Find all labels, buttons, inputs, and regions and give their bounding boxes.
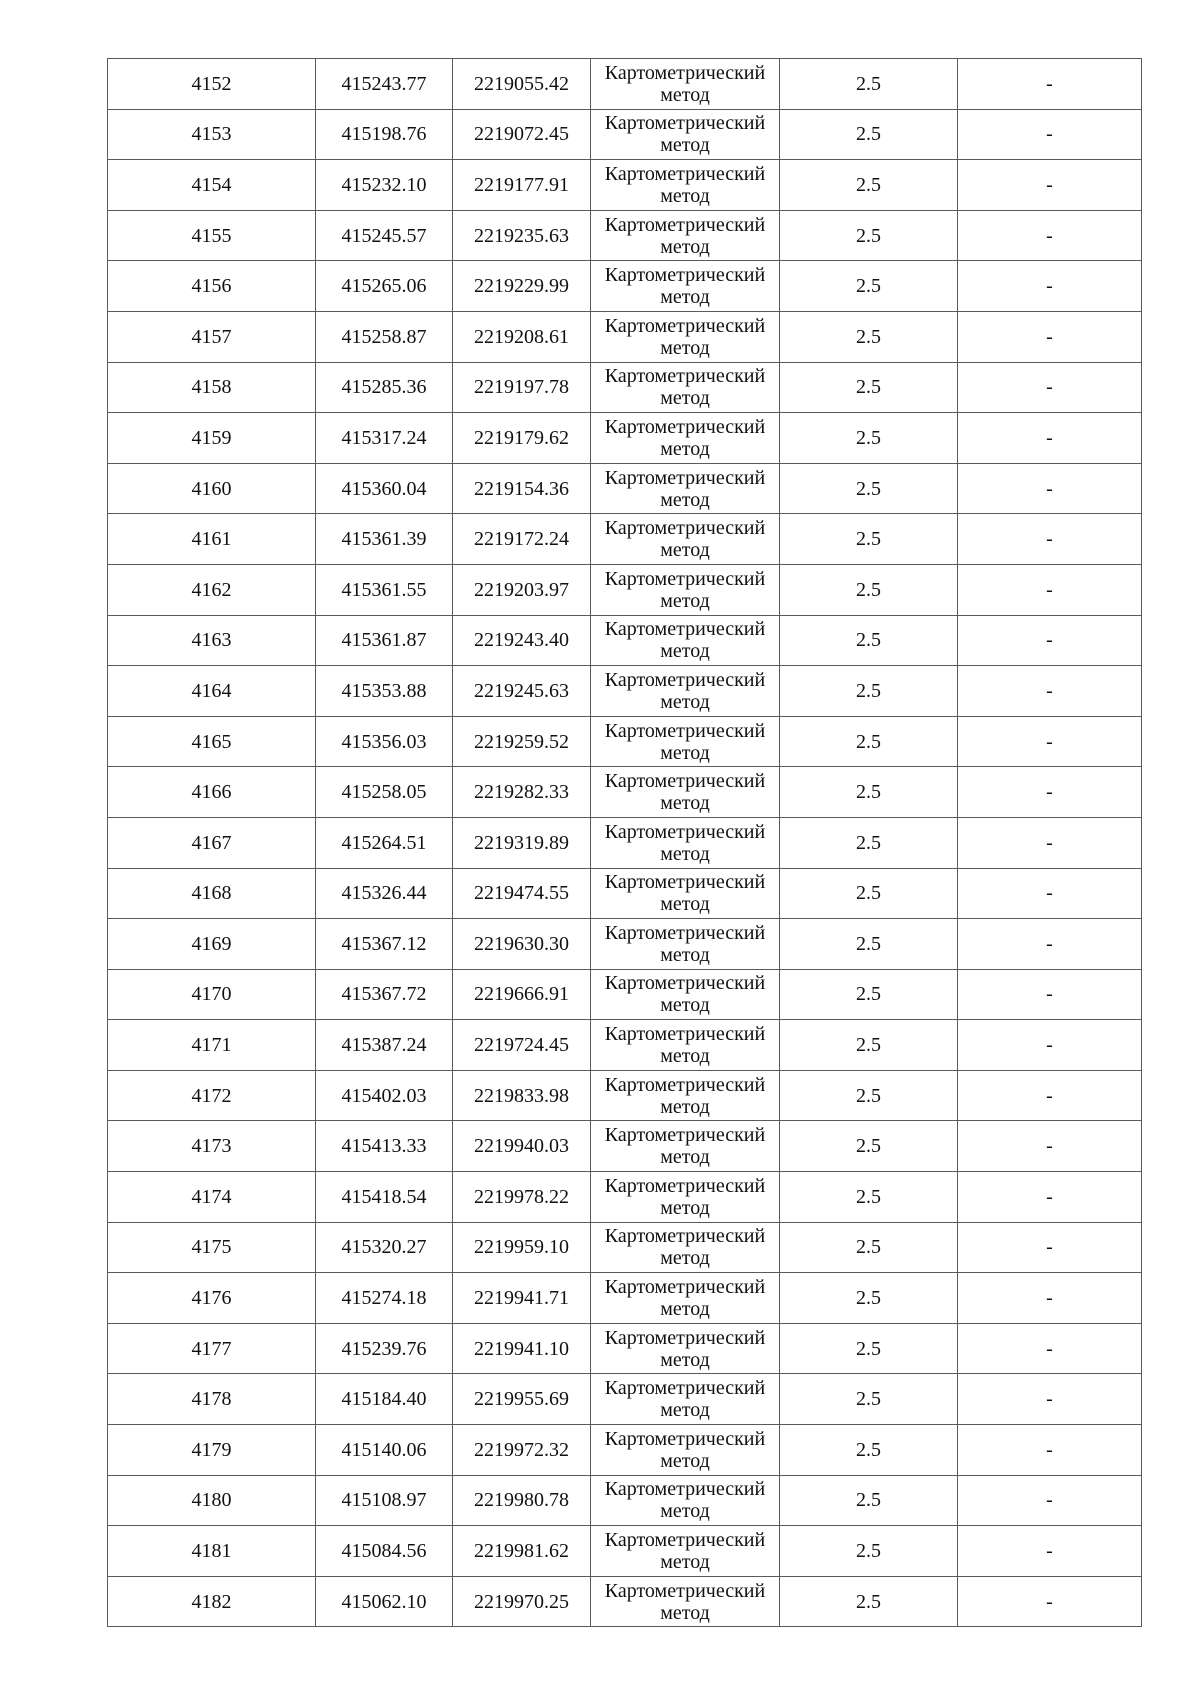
method-line-2: метод [660,741,710,764]
y-coordinate-cell: 2219243.40 [453,615,591,666]
method-cell [591,817,780,868]
point-number-cell: 4169 [108,919,316,970]
x-coordinate-cell: 415361.87 [316,615,453,666]
accuracy-cell: 2.5 [780,362,958,413]
table-row [108,362,1142,413]
table-row [108,514,1142,565]
method-cell [591,362,780,413]
note-cell: - [958,463,1142,514]
note-cell: - [958,1020,1142,1071]
accuracy-cell: 2.5 [780,1526,958,1577]
x-coordinate-cell: 415418.54 [316,1172,453,1223]
point-number-cell: 4161 [108,514,316,565]
method-line-1: Картометрический [604,61,766,84]
note-cell: - [958,1222,1142,1273]
point-number-cell: 4155 [108,210,316,261]
method-line-2: метод [660,589,710,612]
point-number-cell: 4152 [108,59,316,110]
point-number-cell: 4160 [108,463,316,514]
x-coordinate-cell: 415258.87 [316,311,453,362]
point-number-cell: 4168 [108,868,316,919]
point-number-cell: 4167 [108,817,316,868]
table-row [108,767,1142,818]
x-coordinate-cell: 415239.76 [316,1323,453,1374]
table-row [108,1475,1142,1526]
note-cell: - [958,969,1142,1020]
note-cell: - [958,716,1142,767]
table-row [108,1576,1142,1627]
y-coordinate-cell: 2219630.30 [453,919,591,970]
method-cell [591,868,780,919]
note-cell: - [958,109,1142,160]
method-line-1: Картометрический [604,1427,766,1450]
x-coordinate-cell: 415367.72 [316,969,453,1020]
method-cell [591,463,780,514]
method-line-1: Картометрический [604,162,766,185]
table-row [108,463,1142,514]
method-line-1: Картометрический [604,112,766,135]
method-cell [591,1374,780,1425]
method-cell [591,1475,780,1526]
method-line-2: метод [660,1449,710,1472]
accuracy-cell: 2.5 [780,1475,958,1526]
method-line-2: метод [660,235,710,258]
point-number-cell: 4181 [108,1526,316,1577]
method-line-1: Картометрический [604,820,766,843]
method-line-2: метод [660,488,710,511]
y-coordinate-cell: 2219970.25 [453,1576,591,1627]
point-number-cell: 4154 [108,160,316,211]
accuracy-cell: 2.5 [780,1222,958,1273]
accuracy-cell: 2.5 [780,767,958,818]
method-line-1: Картометрический [604,719,766,742]
note-cell: - [958,1070,1142,1121]
point-number-cell: 4166 [108,767,316,818]
method-line-2: метод [660,184,710,207]
method-cell [591,1020,780,1071]
method-line-2: метод [660,437,710,460]
method-line-2: метод [660,1399,710,1422]
y-coordinate-cell: 2219959.10 [453,1222,591,1273]
x-coordinate-cell: 415285.36 [316,362,453,413]
note-cell: - [958,1526,1142,1577]
y-coordinate-cell: 2219941.10 [453,1323,591,1374]
note-cell: - [958,210,1142,261]
x-coordinate-cell: 415140.06 [316,1425,453,1476]
table-row [108,109,1142,160]
x-coordinate-cell: 415360.04 [316,463,453,514]
method-cell [591,1273,780,1324]
method-cell [591,1323,780,1374]
accuracy-cell: 2.5 [780,514,958,565]
note-cell: - [958,59,1142,110]
note-cell: - [958,1172,1142,1223]
method-line-1: Картометрический [604,314,766,337]
method-line-2: метод [660,1601,710,1624]
method-cell [591,311,780,362]
method-line-2: метод [660,893,710,916]
method-line-1: Картометрический [604,1529,766,1552]
table-row [108,311,1142,362]
method-line-2: метод [660,83,710,106]
method-cell [591,1172,780,1223]
method-line-1: Картометрический [604,415,766,438]
method-line-2: метод [660,842,710,865]
method-line-1: Картометрический [604,1174,766,1197]
note-cell: - [958,1273,1142,1324]
method-cell [591,59,780,110]
table-row [108,615,1142,666]
table-row [108,1020,1142,1071]
method-cell [591,1526,780,1577]
point-number-cell: 4179 [108,1425,316,1476]
accuracy-cell: 2.5 [780,666,958,717]
method-line-1: Картометрический [604,567,766,590]
method-cell [591,564,780,615]
note-cell: - [958,1425,1142,1476]
method-line-2: метод [660,943,710,966]
method-cell [591,413,780,464]
note-cell: - [958,1576,1142,1627]
note-cell: - [958,1374,1142,1425]
y-coordinate-cell: 2219282.33 [453,767,591,818]
x-coordinate-cell: 415232.10 [316,160,453,211]
y-coordinate-cell: 2219940.03 [453,1121,591,1172]
method-line-1: Картометрический [604,921,766,944]
method-line-1: Картометрический [604,972,766,995]
method-line-2: метод [660,387,710,410]
method-line-1: Картометрический [604,1276,766,1299]
method-line-1: Картометрический [604,213,766,236]
y-coordinate-cell: 2219666.91 [453,969,591,1020]
method-line-2: метод [660,1045,710,1068]
note-cell: - [958,919,1142,970]
method-line-1: Картометрический [604,466,766,489]
accuracy-cell: 2.5 [780,311,958,362]
method-cell [591,666,780,717]
method-line-1: Картометрический [604,1579,766,1602]
x-coordinate-cell: 415184.40 [316,1374,453,1425]
method-line-2: метод [660,1551,710,1574]
note-cell: - [958,261,1142,312]
y-coordinate-cell: 2219833.98 [453,1070,591,1121]
method-line-1: Картометрический [604,770,766,793]
note-cell: - [958,868,1142,919]
point-number-cell: 4163 [108,615,316,666]
y-coordinate-cell: 2219980.78 [453,1475,591,1526]
accuracy-cell: 2.5 [780,868,958,919]
accuracy-cell: 2.5 [780,615,958,666]
x-coordinate-cell: 415402.03 [316,1070,453,1121]
point-number-cell: 4172 [108,1070,316,1121]
note-cell: - [958,666,1142,717]
point-number-cell: 4182 [108,1576,316,1627]
table-row [108,1526,1142,1577]
y-coordinate-cell: 2219972.32 [453,1425,591,1476]
accuracy-cell: 2.5 [780,919,958,970]
accuracy-cell: 2.5 [780,1425,958,1476]
point-number-cell: 4175 [108,1222,316,1273]
coordinates-table [107,58,1142,1627]
method-line-2: метод [660,1146,710,1169]
table-row [108,1172,1142,1223]
note-cell: - [958,1475,1142,1526]
x-coordinate-cell: 415353.88 [316,666,453,717]
point-number-cell: 4159 [108,413,316,464]
y-coordinate-cell: 2219474.55 [453,868,591,919]
note-cell: - [958,1121,1142,1172]
method-line-1: Картометрический [604,618,766,641]
accuracy-cell: 2.5 [780,1121,958,1172]
note-cell: - [958,514,1142,565]
method-line-1: Картометрический [604,668,766,691]
table-row [108,1070,1142,1121]
y-coordinate-cell: 2219259.52 [453,716,591,767]
point-number-cell: 4165 [108,716,316,767]
note-cell: - [958,160,1142,211]
point-number-cell: 4170 [108,969,316,1020]
table-row [108,59,1142,110]
y-coordinate-cell: 2219724.45 [453,1020,591,1071]
y-coordinate-cell: 2219941.71 [453,1273,591,1324]
x-coordinate-cell: 415361.39 [316,514,453,565]
method-cell [591,969,780,1020]
y-coordinate-cell: 2219055.42 [453,59,591,110]
method-cell [591,514,780,565]
table-row [108,564,1142,615]
method-line-1: Картометрический [604,1073,766,1096]
table-row [108,261,1142,312]
table-row [108,1374,1142,1425]
accuracy-cell: 2.5 [780,1172,958,1223]
accuracy-cell: 2.5 [780,160,958,211]
method-line-2: метод [660,1348,710,1371]
accuracy-cell: 2.5 [780,1020,958,1071]
y-coordinate-cell: 2219197.78 [453,362,591,413]
method-cell [591,160,780,211]
point-number-cell: 4153 [108,109,316,160]
table-row [108,969,1142,1020]
accuracy-cell: 2.5 [780,1323,958,1374]
method-line-2: метод [660,994,710,1017]
method-line-2: метод [660,539,710,562]
point-number-cell: 4162 [108,564,316,615]
point-number-cell: 4177 [108,1323,316,1374]
y-coordinate-cell: 2219172.24 [453,514,591,565]
note-cell: - [958,767,1142,818]
note-cell: - [958,311,1142,362]
accuracy-cell: 2.5 [780,261,958,312]
accuracy-cell: 2.5 [780,817,958,868]
accuracy-cell: 2.5 [780,1273,958,1324]
x-coordinate-cell: 415274.18 [316,1273,453,1324]
y-coordinate-cell: 2219072.45 [453,109,591,160]
method-line-1: Картометрический [604,365,766,388]
accuracy-cell: 2.5 [780,59,958,110]
table-row [108,1121,1142,1172]
accuracy-cell: 2.5 [780,969,958,1020]
method-cell [591,1070,780,1121]
method-cell [591,919,780,970]
method-line-2: метод [660,1196,710,1219]
table-row [108,817,1142,868]
method-line-1: Картометрический [604,1377,766,1400]
note-cell: - [958,564,1142,615]
table-row [108,1323,1142,1374]
x-coordinate-cell: 415264.51 [316,817,453,868]
x-coordinate-cell: 415258.05 [316,767,453,818]
table-row [108,868,1142,919]
method-line-1: Картометрический [604,1326,766,1349]
point-number-cell: 4156 [108,261,316,312]
x-coordinate-cell: 415387.24 [316,1020,453,1071]
method-cell [591,767,780,818]
y-coordinate-cell: 2219319.89 [453,817,591,868]
accuracy-cell: 2.5 [780,413,958,464]
accuracy-cell: 2.5 [780,1374,958,1425]
y-coordinate-cell: 2219179.62 [453,413,591,464]
note-cell: - [958,817,1142,868]
x-coordinate-cell: 415245.57 [316,210,453,261]
table-row [108,160,1142,211]
method-line-2: метод [660,1500,710,1523]
method-line-1: Картометрический [604,517,766,540]
method-line-2: метод [660,134,710,157]
x-coordinate-cell: 415084.56 [316,1526,453,1577]
note-cell: - [958,615,1142,666]
point-number-cell: 4164 [108,666,316,717]
method-line-2: метод [660,690,710,713]
accuracy-cell: 2.5 [780,463,958,514]
y-coordinate-cell: 2219978.22 [453,1172,591,1223]
method-cell [591,210,780,261]
y-coordinate-cell: 2219235.63 [453,210,591,261]
accuracy-cell: 2.5 [780,1070,958,1121]
method-cell [591,261,780,312]
method-line-2: метод [660,640,710,663]
x-coordinate-cell: 415326.44 [316,868,453,919]
x-coordinate-cell: 415317.24 [316,413,453,464]
accuracy-cell: 2.5 [780,109,958,160]
method-cell [591,1576,780,1627]
note-cell: - [958,413,1142,464]
method-line-1: Картометрический [604,1225,766,1248]
method-cell [591,716,780,767]
table-row [108,666,1142,717]
method-line-2: метод [660,336,710,359]
method-line-2: метод [660,1298,710,1321]
point-number-cell: 4157 [108,311,316,362]
x-coordinate-cell: 415356.03 [316,716,453,767]
y-coordinate-cell: 2219229.99 [453,261,591,312]
method-cell [591,1425,780,1476]
x-coordinate-cell: 415198.76 [316,109,453,160]
table-row [108,919,1142,970]
method-cell [591,1121,780,1172]
x-coordinate-cell: 415243.77 [316,59,453,110]
method-cell [591,1222,780,1273]
point-number-cell: 4171 [108,1020,316,1071]
table-row [108,210,1142,261]
x-coordinate-cell: 415367.12 [316,919,453,970]
point-number-cell: 4180 [108,1475,316,1526]
method-cell [591,109,780,160]
y-coordinate-cell: 2219981.62 [453,1526,591,1577]
y-coordinate-cell: 2219955.69 [453,1374,591,1425]
y-coordinate-cell: 2219177.91 [453,160,591,211]
point-number-cell: 4178 [108,1374,316,1425]
y-coordinate-cell: 2219245.63 [453,666,591,717]
x-coordinate-cell: 415320.27 [316,1222,453,1273]
x-coordinate-cell: 415108.97 [316,1475,453,1526]
accuracy-cell: 2.5 [780,210,958,261]
method-line-2: метод [660,792,710,815]
point-number-cell: 4173 [108,1121,316,1172]
y-coordinate-cell: 2219203.97 [453,564,591,615]
table-row [108,716,1142,767]
table-row [108,1222,1142,1273]
x-coordinate-cell: 415413.33 [316,1121,453,1172]
method-line-1: Картометрический [604,1124,766,1147]
method-line-1: Картометрический [604,1023,766,1046]
x-coordinate-cell: 415361.55 [316,564,453,615]
accuracy-cell: 2.5 [780,564,958,615]
point-number-cell: 4158 [108,362,316,413]
accuracy-cell: 2.5 [780,716,958,767]
method-line-1: Картометрический [604,1478,766,1501]
point-number-cell: 4174 [108,1172,316,1223]
method-line-1: Картометрический [604,871,766,894]
method-line-2: метод [660,1247,710,1270]
method-line-2: метод [660,286,710,309]
note-cell: - [958,362,1142,413]
method-line-1: Картометрический [604,264,766,287]
method-line-2: метод [660,1095,710,1118]
table-row [108,1273,1142,1324]
table-row [108,413,1142,464]
accuracy-cell: 2.5 [780,1576,958,1627]
table-row [108,1425,1142,1476]
method-cell [591,615,780,666]
y-coordinate-cell: 2219208.61 [453,311,591,362]
x-coordinate-cell: 415062.10 [316,1576,453,1627]
note-cell: - [958,1323,1142,1374]
y-coordinate-cell: 2219154.36 [453,463,591,514]
point-number-cell: 4176 [108,1273,316,1324]
x-coordinate-cell: 415265.06 [316,261,453,312]
coordinates-table-body [108,59,1142,1627]
